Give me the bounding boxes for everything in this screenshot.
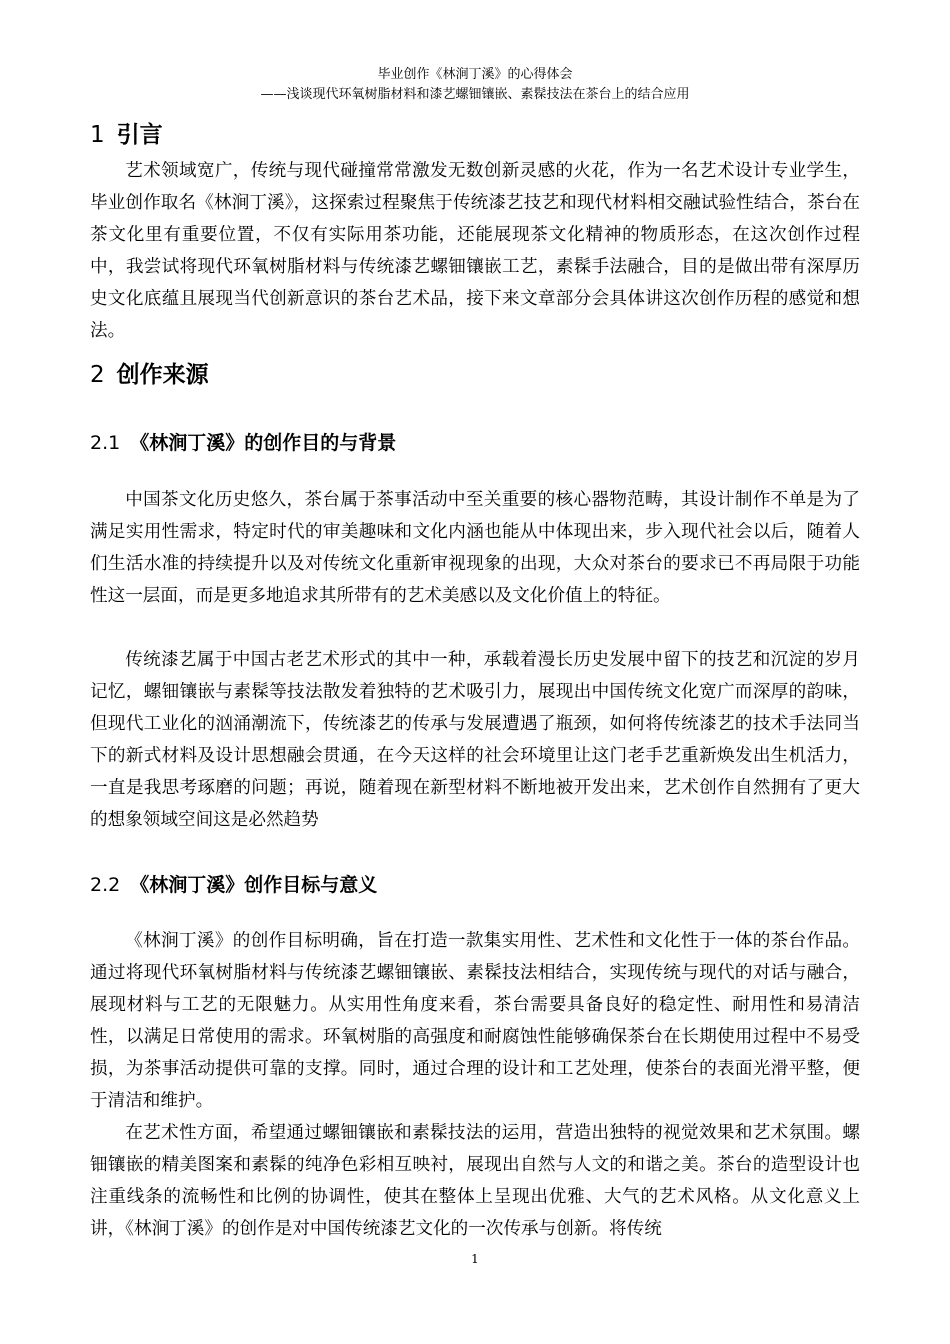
paragraph: 艺术领域宽广，传统与现代碰撞常常激发无数创新灵感的火花，作为一名艺术设计专业学生，毕业创作取名《林涧丁溪》，这探索过程聚焦于传统漆艺技艺和现代材料相交融试验性结合，茶台在茶文化里有重要位置，不仅有实际用茶功能，还能展现茶文化精神的物质形态，在这次创作过程中，我尝试将现代环氧树脂材料与传统漆艺螺钿镶嵌工艺，素髹手法融合，目的是做出带有深厚历史文化底蕴且展现当代创新意识的茶台艺术品，接下来文章部分会具体讲这次创作历程的感觉和想法。: [90, 161, 860, 341]
paragraph: 传统漆艺属于中国古老艺术形式的其中一种，承载着漫长历史发展中留下的技艺和沉淀的岁月记忆，螺钿镶嵌与素髹等技法散发着独特的艺术吸引力，展现出中国传统文化宽广而深厚的韵味，但现代工业化的汹涌潮流下，传统漆艺的传承与发展遭遇了瓶颈，如何将传统漆艺的技术手法同当下的新式材料及设计思想融会贯通，在今天这样的社会环境里让这门老手艺重新焕发出生机活力，一直是我思考琢磨的问题；再说，随着现在新型材料不断地被开发出来，艺术创作自然拥有了更大的想象领域空间这是必然趋势: [90, 650, 860, 830]
subsection-title: 《林涧丁溪》的创作目的与背景: [130, 432, 397, 454]
page-number: 1: [471, 1252, 479, 1266]
running-header-title: 毕业创作《林涧丁溪》的心得体会: [377, 67, 573, 82]
subsection-title: 《林涧丁溪》创作目标与意义: [130, 874, 378, 896]
section-title: 创作来源: [116, 362, 209, 388]
subsection-number: 2.2: [90, 874, 121, 896]
paragraph: 中国茶文化历史悠久，茶台属于茶事活动中至关重要的核心器物范畴，其设计制作不单是为了满足实用性需求，特定时代的审美趣味和文化内涵也能从中体现出来，步入现代社会以后，随着人们生活水准的持续提升以及对传统文化重新审视现象的出现，大众对茶台的要求已不再局限于功能性这一层面，而是更多地追求其所带有的艺术美感以及文化价值上的特征。: [90, 490, 860, 606]
section-heading-intro: [90, 121, 163, 149]
paragraph: 在艺术性方面，希望通过螺钿镶嵌和素髹技法的运用，营造出独特的视觉效果和艺术氛围。螺钿镶嵌的精美图案和素髹的纯净色彩相互映衬，展现出自然与人文的和谐之美。茶台的造型设计也注重线条的流畅性和比例的协调性，使其在整体上呈现出优雅、大气的艺术风格。从文化意义上讲，《林涧丁溪》的创作是对中国传统漆艺文化的一次传承与创新。将传统: [90, 1123, 860, 1239]
subsection-heading-2-2: [90, 873, 377, 897]
subsection-heading-2-1: [90, 431, 396, 455]
section-number: 2: [90, 362, 105, 388]
section-number: 1: [90, 122, 105, 148]
section-title: 引言: [116, 122, 163, 148]
subsection-number: 2.1: [90, 432, 121, 454]
running-header-subtitle: ——浅谈现代环氧树脂材料和漆艺螺钿镶嵌、素髹技法在茶台上的结合应用: [260, 87, 690, 102]
section-heading-source: [90, 361, 209, 389]
paragraph: 《林涧丁溪》的创作目标明确，旨在打造一款集实用性、艺术性和文化性于一体的茶台作品。通过将现代环氧树脂材料与传统漆艺螺钿镶嵌、素髹技法相结合，实现传统与现代的对话与融合，展现材料与工艺的无限魅力。从实用性角度来看，茶台需要具备良好的稳定性、耐用性和易清洁性，以满足日常使用的需求。环氧树脂的高强度和耐腐蚀性能够确保茶台在长期使用过程中不易受损，为茶事活动提供可靠的支撑。同时，通过合理的设计和工艺处理，使茶台的表面光滑平整，便于清洁和维护。: [90, 931, 860, 1111]
